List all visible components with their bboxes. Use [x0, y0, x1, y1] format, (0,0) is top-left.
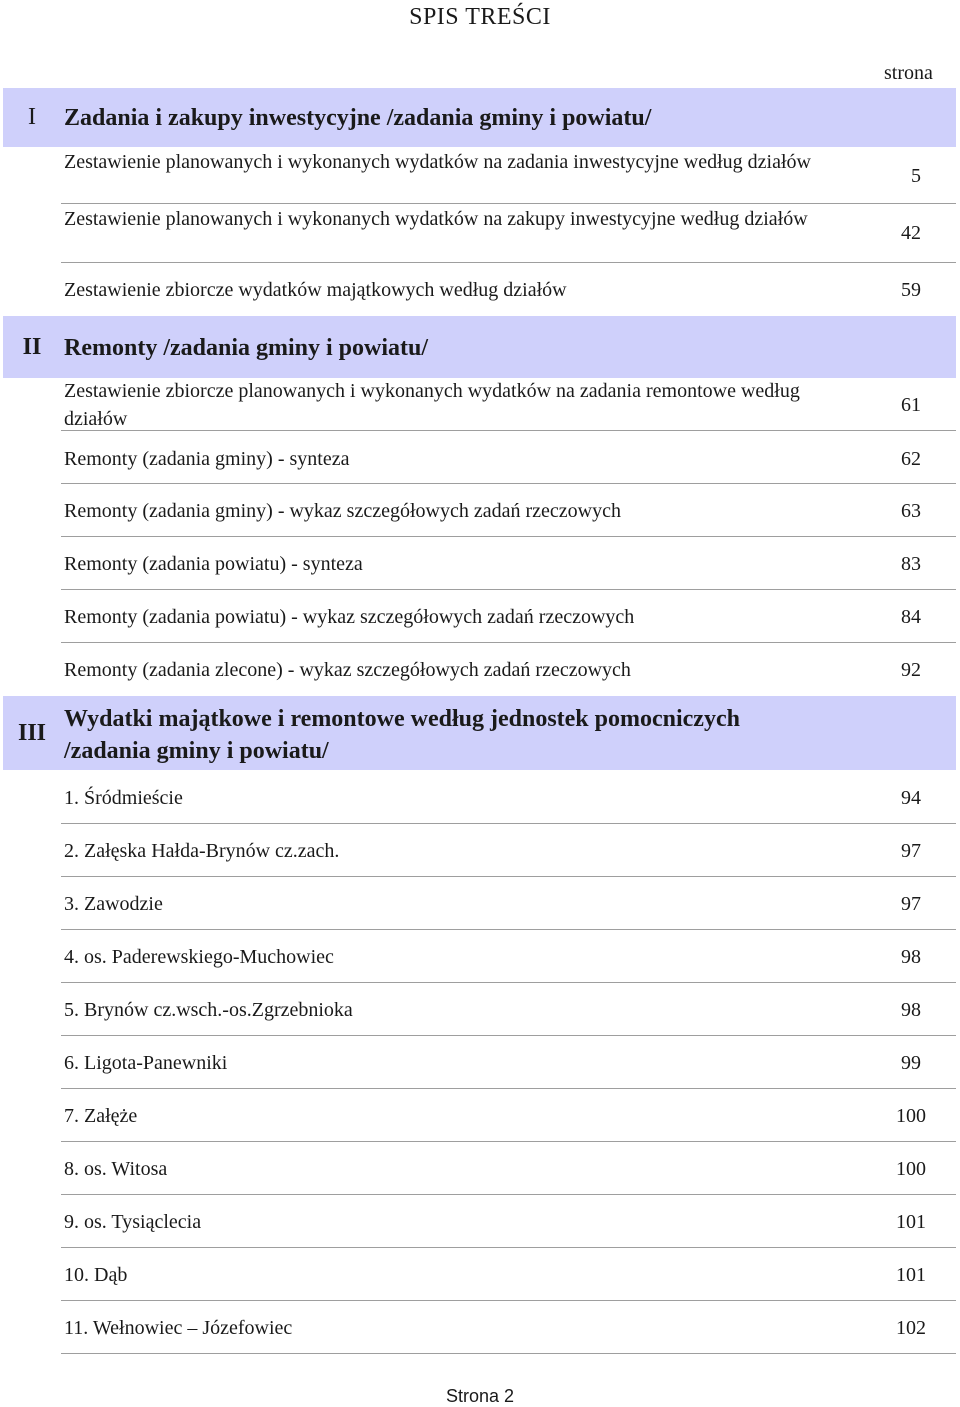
toc-entry[interactable]: 3. Zawodzie	[64, 893, 163, 915]
toc-entry[interactable]: Zestawienie planowanych i wykonanych wydatków na zakupy inwestycyjne według działów	[64, 208, 808, 230]
toc-entry[interactable]: 10. Dąb	[64, 1264, 128, 1286]
toc-entry[interactable]: 4. os. Paderewskiego-Muchowiec	[64, 946, 334, 968]
toc-entry[interactable]: Remonty (zadania powiatu) - wykaz szczegółowych zadań rzeczowych	[64, 606, 635, 628]
toc-entry[interactable]: 8. os. Witosa	[64, 1158, 168, 1180]
toc-entry[interactable]: Remonty (zadania gminy) - synteza	[64, 448, 350, 470]
divider	[61, 430, 956, 431]
divider	[61, 1353, 956, 1354]
toc-page-number: 97	[901, 893, 921, 915]
toc-page-number: 102	[896, 1317, 926, 1339]
divider	[61, 1141, 956, 1142]
toc-page-number: 97	[901, 840, 921, 862]
section-numeral: I	[3, 88, 61, 147]
toc-page-number: 84	[901, 606, 921, 628]
toc-page-number: 62	[901, 448, 921, 470]
section-title-line1: Wydatki majątkowe i remontowe według jednostek pomocniczych	[64, 706, 740, 732]
toc-page-number: 83	[901, 553, 921, 575]
page-column-header: strona	[884, 62, 933, 84]
toc-page-number: 94	[901, 787, 921, 809]
divider	[61, 823, 956, 824]
section-numeral: II	[3, 316, 61, 378]
toc-entry[interactable]: Zestawienie zbiorcze planowanych i wykonanych wydatków na zadania remontowe według działów	[64, 380, 800, 430]
toc-page-number: 100	[896, 1158, 926, 1180]
divider	[61, 1247, 956, 1248]
toc-entry[interactable]: 1. Śródmieście	[64, 787, 183, 809]
toc-page-number: 59	[901, 279, 921, 301]
toc-page-number: 101	[896, 1264, 926, 1286]
divider	[61, 1088, 956, 1089]
divider	[61, 876, 956, 877]
divider	[61, 929, 956, 930]
toc-page-number: 98	[901, 946, 921, 968]
toc-page-number: 5	[911, 165, 921, 187]
toc-entry[interactable]: Remonty (zadania zlecone) - wykaz szczegółowych zadań rzeczowych	[64, 659, 631, 681]
toc-entry[interactable]: Remonty (zadania powiatu) - synteza	[64, 553, 363, 575]
divider	[61, 1300, 956, 1301]
toc-page-number: 100	[896, 1105, 926, 1127]
divider	[61, 1194, 956, 1195]
toc-entry[interactable]: 2. Załęska Hałda-Brynów cz.zach.	[64, 840, 340, 862]
toc-page-number: 92	[901, 659, 921, 681]
section-title: Remonty /zadania gminy i powiatu/	[64, 335, 429, 361]
toc-entry[interactable]: 11. Wełnowiec – Józefowiec	[64, 1317, 293, 1339]
toc-entry[interactable]: Zestawienie planowanych i wykonanych wydatków na zadania inwestycyjne według działów	[64, 151, 811, 173]
toc-page-number: 101	[896, 1211, 926, 1233]
toc-entry[interactable]: Remonty (zadania gminy) - wykaz szczegółowych zadań rzeczowych	[64, 500, 621, 522]
divider	[61, 536, 956, 537]
divider	[61, 262, 956, 263]
section-title-line2: /zadania gminy i powiatu/	[64, 738, 329, 764]
toc-entry[interactable]: 7. Załęże	[64, 1105, 138, 1127]
page-footer: Strona 2	[445, 1386, 515, 1406]
divider	[61, 589, 956, 590]
toc-entry[interactable]: Zestawienie zbiorcze wydatków majątkowych według działów	[64, 279, 567, 301]
toc-entry[interactable]: 6. Ligota-Panewniki	[64, 1052, 228, 1074]
divider	[61, 483, 956, 484]
toc-page-number: 61	[901, 394, 921, 416]
toc-page-number: 42	[901, 222, 921, 244]
divider	[61, 203, 956, 204]
section-numeral: III	[3, 696, 61, 770]
toc-entry[interactable]: 9. os. Tysiąclecia	[64, 1211, 202, 1233]
divider	[61, 982, 956, 983]
divider	[61, 1035, 956, 1036]
toc-page-number: 98	[901, 999, 921, 1021]
section-title: Zadania i zakupy inwestycyjne /zadania gminy i powiatu/	[64, 105, 652, 131]
divider	[61, 642, 956, 643]
toc-page-number: 63	[901, 500, 921, 522]
page-title: SPIS TREŚCI	[409, 4, 551, 30]
toc-entry[interactable]: 5. Brynów cz.wsch.-os.Zgrzebnioka	[64, 999, 353, 1021]
toc-page-number: 99	[901, 1052, 921, 1074]
